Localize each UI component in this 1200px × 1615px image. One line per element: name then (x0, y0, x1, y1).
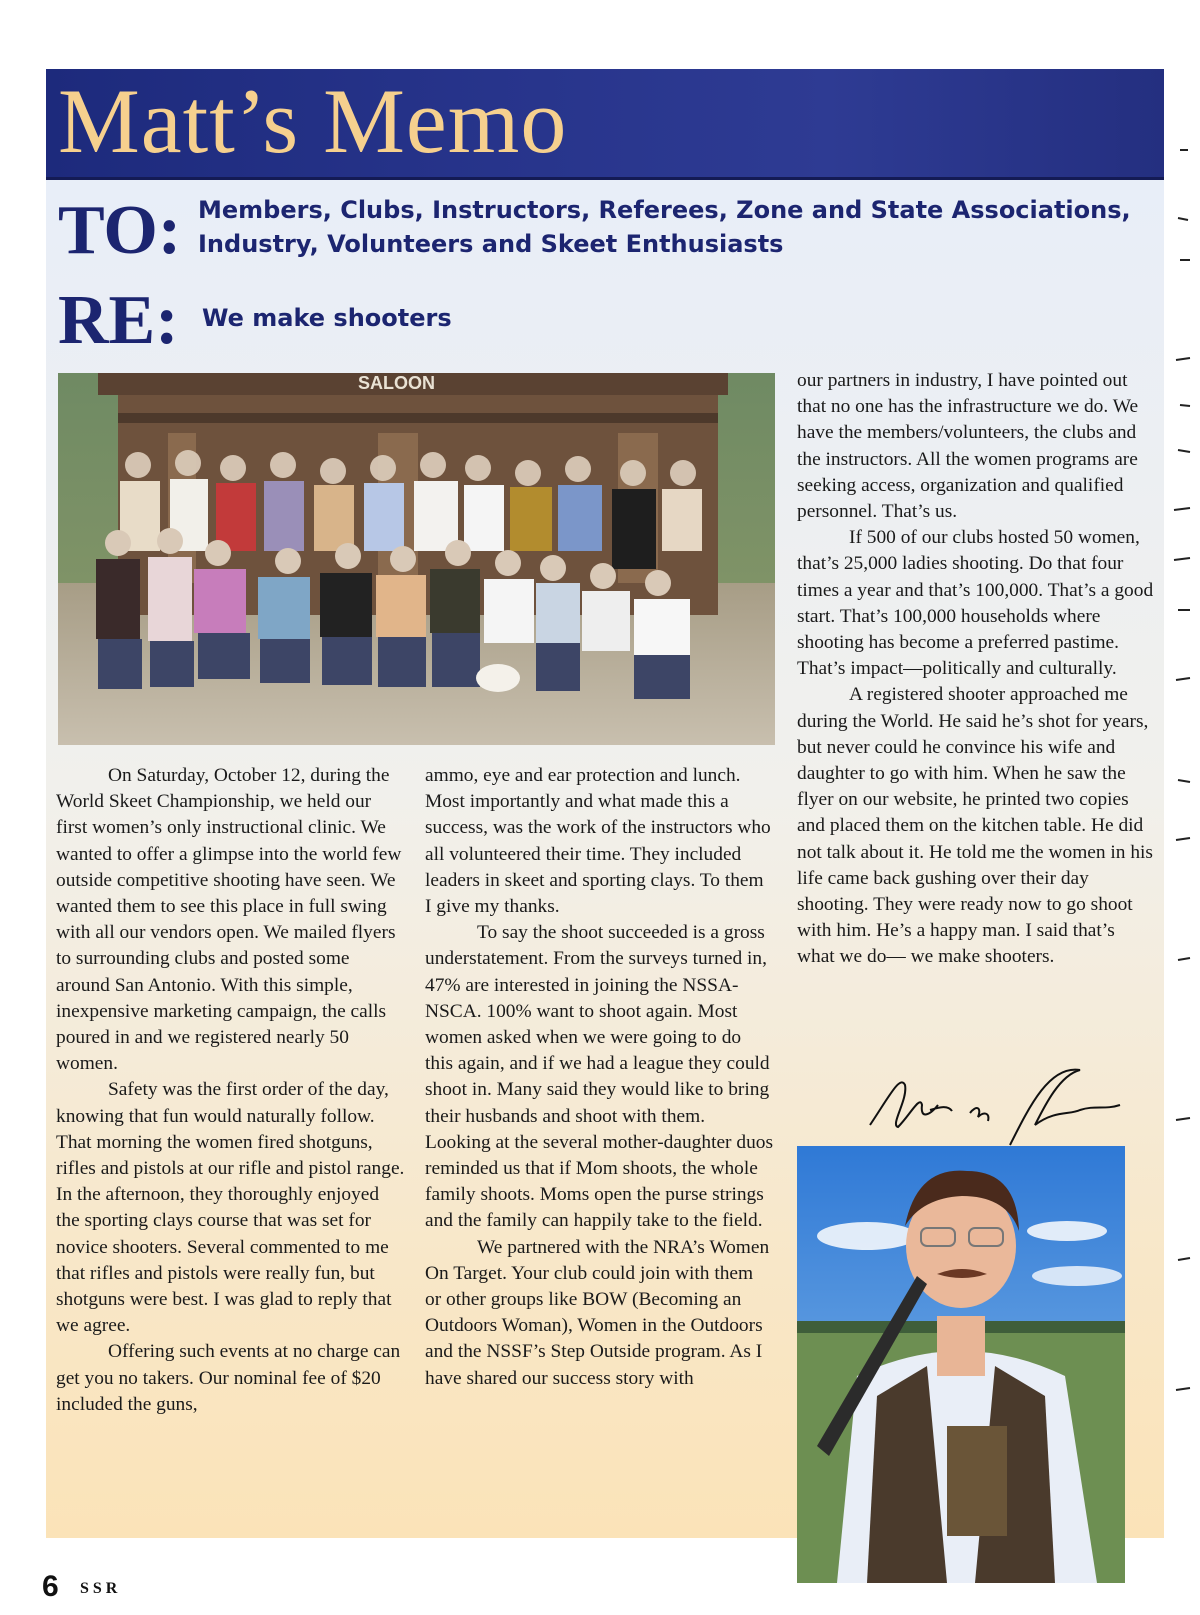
portrait-photo (797, 1146, 1125, 1583)
saloon-sign-text: SALOON (358, 373, 436, 393)
portrait-photo-image (797, 1146, 1125, 1583)
column-2 (425, 763, 773, 1392)
column-1 (56, 763, 406, 1418)
re-subject: We make shooters (202, 304, 452, 332)
col1-paragraph-3: Offering such events at no charge can get you no takers. Our nominal fee of $20 included the guns, (56, 1341, 401, 1415)
group-photo-image (58, 373, 775, 745)
col1-paragraph-1: On Saturday, October 12, during the World Skeet Championship, we held our first women’s only instructional clinic. We wanted to offer a glimpse into the world few outside competitive shooting have seen. We wanted them to see this place in full swing with all our vendors open. We mailed flyers to surrounding clubs and posted some around San Antonio. With this simple, inexpensive marketing campaign, the calls poured in and we registered nearly 50 women. (56, 765, 402, 1075)
col3-paragraph-1: our partners in industry, I have pointed out that no one has the infrastructure we do. We have the members/volunteers, the clubs and the instructors. All the women programs are seeking access, organization and qualified personnel. That’s us. (797, 370, 1139, 523)
to-line-2: Industry, Volunteers and Skeet Enthusiasts (198, 230, 784, 258)
col2-paragraph-1: ammo, eye and ear protection and lunch. Most importantly and what made this a success, was the work of the instructors who all volunteered their time. They included leaders in skeet and sporting clays. To them I give my thanks. (425, 765, 771, 918)
to-line-1: Members, Clubs, Instructors, Referees, Zone and State Associations, (198, 196, 1131, 224)
page-number: 6 (42, 1570, 59, 1603)
col1-paragraph-2: Safety was the first order of the day, knowing that fun would naturally follow. That morning the women fired shotguns, rifles and pistols at our rifle and pistol range. In the afternoon, they thoroughly enjoyed the sporting clays course that was set for novice shooters. Several commented to me that rifles and pistols were really fun, but shotguns were best. I was glad to reply that we agree. (56, 1079, 405, 1337)
group-photo (58, 373, 775, 745)
col3-paragraph-3: A registered shooter approached me during the World. He said he’s shot for years, but never could he convince his wife and daughter to go with him. When he saw the flyer on our website, he printed two copies and placed them on the kitchen table. He did not talk about it. He told me the women in his life came back gushing over their day shooting. They were ready now to go shoot with him. He’s a happy man. I said that’s what we do— we make shooters. (797, 684, 1153, 968)
page-title: Matt’s Memo (58, 70, 568, 172)
publication-name: SSR (80, 1580, 122, 1597)
column-3 (797, 368, 1157, 971)
col3-paragraph-2: If 500 of our clubs hosted 50 women, that’s 25,000 ladies shooting. Do that four times a year and that’s 100,000. That’s a good start. That’s 100,000 households where shooting has become a preferred pastime. That’s impact—politically and culturally. (797, 527, 1154, 680)
to-recipients (198, 193, 1131, 261)
col2-paragraph-2: To say the shoot succeeded is a gross understatement. From the surveys turned in, 47% are interested in joining the NSSA-NSCA. 100% want to shoot again. Most women asked when we were going to do this again, and if we had a league they could shoot in. Many said they would like to bring their husbands and shoot with them. Looking at the several mother-daughter duos reminded us that if Mom shoots, the whole family shoots. Moms open the purse strings and the family can happily take to the field. (425, 922, 773, 1232)
to-label: TO: (58, 192, 182, 269)
handwritten-signature (860, 1055, 1130, 1155)
binding-edge-marks (1160, 140, 1200, 1460)
title-banner (46, 69, 1164, 180)
col2-paragraph-3: We partnered with the NRA’s Women On Target. Your club could join with them or other groups like BOW (Becoming an Outdoors Woman), Women in the Outdoors and the NSSF’s Step Outside program. As I have shared our success story with (425, 1236, 770, 1389)
re-label: RE: (58, 282, 179, 359)
